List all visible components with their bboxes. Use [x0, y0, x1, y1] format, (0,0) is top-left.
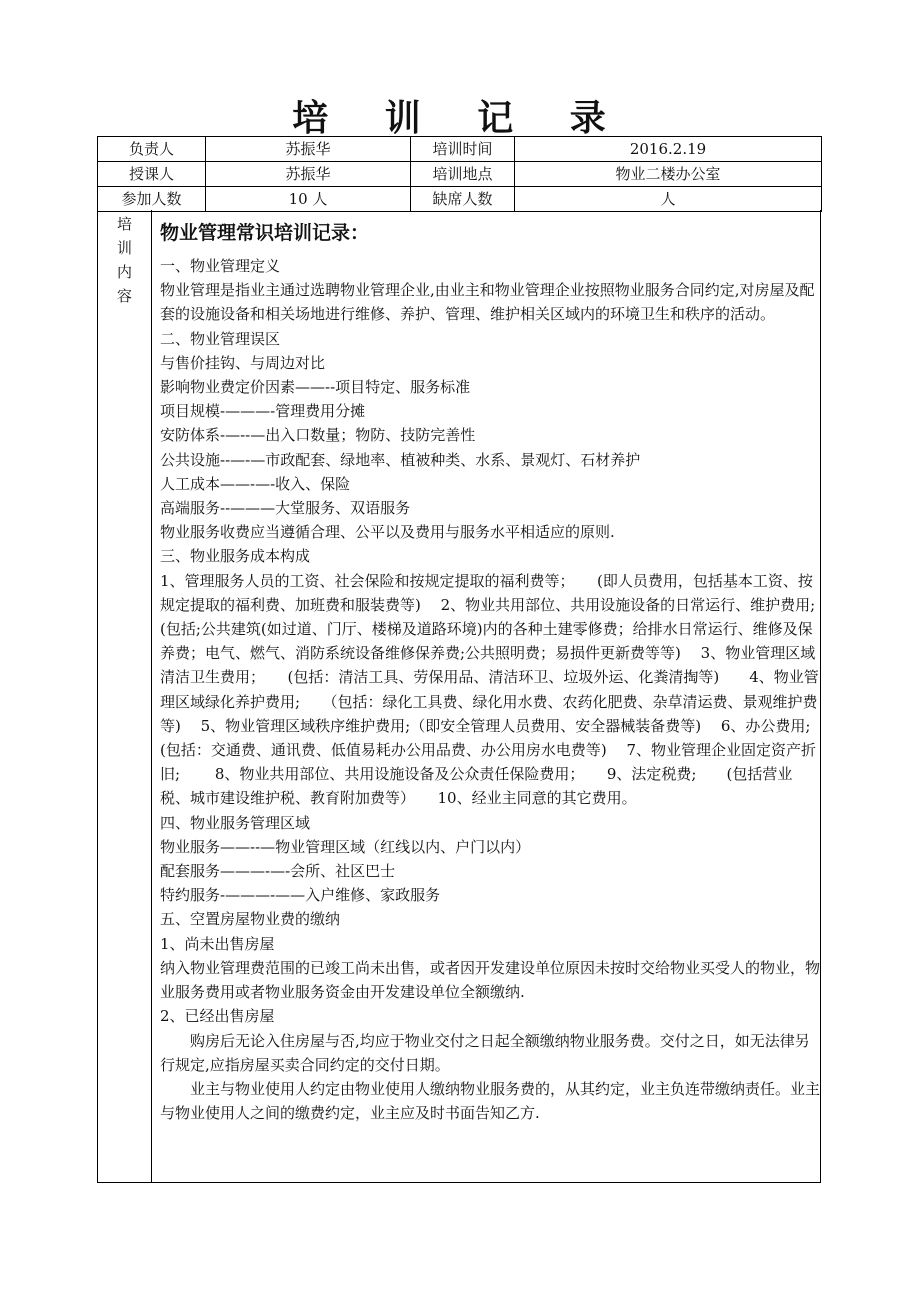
paragraph: 四、物业服务管理区域	[160, 813, 311, 832]
value-training-time: 2016.2.19	[515, 137, 822, 162]
value-training-location: 物业二楼办公室	[515, 162, 822, 187]
paragraph: 高端服务--———大堂服务、双语服务	[160, 499, 411, 518]
paragraph: 物业管理是指业主通过选聘物业管理企业,由业主和物业管理企业按照物业服务合同约定,对房屋及配套的设施设备和相关场地进行维修、养护、管理、维护相关区域内的环境卫生和秩序的活动。	[160, 281, 815, 324]
info-table	[97, 136, 822, 212]
paragraph: 1、尚未出售房屋	[160, 934, 275, 953]
paragraph: 三、物业服务成本构成	[160, 547, 311, 566]
paragraph: 纳入物业管理费范围的已竣工尚未出售，或者因开发建设单位原因未按时交给物业买受人的物业，物业服务费用或者物业服务资金由开发建设单位全额缴纳.	[160, 958, 821, 1002]
paragraph: 公共设施--—-—市政配套、绿地率、植被种类、水系、景观灯、石材养护	[160, 450, 641, 469]
paragraph: 配套服务———-—-会所、社区巴士	[160, 862, 396, 881]
paragraph: 人工成本——-—-收入、保险	[160, 474, 351, 493]
paragraph: 物业服务——--—物业管理区域（红线以内、户门以内）	[160, 837, 531, 856]
table-row	[98, 162, 822, 187]
training-content-section	[97, 210, 846, 1183]
paragraph: 项目规模-———-管理费用分摊	[160, 402, 366, 421]
content-heading: 物业管理常识培训记录：	[160, 222, 370, 244]
paragraph: 与售价挂钩、与周边对比	[160, 353, 326, 372]
table-row	[98, 187, 822, 212]
table-row	[98, 137, 822, 162]
indented-paragraph: 购房后无论入住房屋与否,均应于物业交付之日起全额缴纳物业服务费。交付之日，如无法律另行规定,应指房屋买卖合同约定的交付日期。	[160, 1031, 810, 1074]
document-title: 培 训 记 录	[292, 98, 628, 139]
indented-paragraph: 业主与物业使用人约定由物业使用人缴纳物业服务费的，从其约定，业主负连带缴纳责任。业主与物业使用人之间的缴费约定，业主应及时书面告知乙方.	[160, 1079, 821, 1123]
side-char: 内	[116, 263, 132, 281]
label-training-time: 培训时间	[411, 137, 515, 162]
value-attendees: 10 人	[206, 187, 411, 212]
value-absentees: 人	[515, 187, 822, 212]
label-lecturer: 授课人	[98, 162, 206, 187]
paragraph: 一、物业管理定义	[160, 257, 281, 275]
side-char: 容	[116, 287, 132, 305]
label-attendees: 参加人数	[98, 187, 206, 212]
value-person-in-charge: 苏振华	[206, 137, 411, 162]
paragraph: 五、空置房屋物业费的缴纳	[160, 910, 341, 929]
side-char: 培	[116, 215, 132, 233]
side-char: 训	[116, 239, 132, 257]
label-absentees: 缺席人数	[411, 187, 515, 212]
paragraph: 2、已经出售房屋	[160, 1007, 275, 1026]
paragraph: 安防体系-—--—出入口数量；物防、技防完善性	[160, 426, 476, 445]
paragraph: 二、物业管理误区	[160, 329, 281, 348]
content-side-label	[98, 210, 152, 1182]
label-training-location: 培训地点	[411, 162, 515, 187]
content-body	[160, 220, 846, 1125]
paragraph: 特约服务-———-——入户维修、家政服务	[160, 886, 441, 905]
paragraph: 1、管理服务人员的工资、社会保险和按规定提取的福利费等； (即人员费用，包括基本工资、按规定提取的福利费、加班费和服装费等) 2、物业共用部位、共用设施设备的日常运行、维护费用; (包括;公共建筑(如过道、门厅、楼梯及道路环境)内的各种土建零修费；给排水日常运行、维修及保养费；电气、燃气、消防系统设备维修保养费;公共照明费；易损件更新费等等) 3、物业管理区域清洁卫生费用； (包括：清洁工具、劳保用品、清洁环卫、垃圾外运、化粪清掏等) 4、物业管理区域绿化养护费用; （包括：绿化工具费、绿化用水费、农药化肥费、杂草清运费、景观维护费等) 5、物业管理区域秩序维护费用;（即安全管理人员费用、安全器械装备费等) 6、办公费用; (包括：交通费、通讯费、低值易耗办公用品费、办公用房水电费等) 7、物业管理企业固定资产折旧; 8、物业共用部位、共用设施设备及公众责任保险费用； 9、法定税费; (包括营业税、城市建设维护税、教育附加费等） 10、经业主同意的其它费用。	[160, 571, 846, 808]
paragraph: 影响物业费定价因素——--项目特定、服务标准	[160, 378, 471, 397]
label-person-in-charge: 负责人	[98, 137, 206, 162]
paragraph: 物业服务收费应当遵循合理、公平以及费用与服务水平相适应的原则.	[160, 523, 615, 542]
value-lecturer: 苏振华	[206, 162, 411, 187]
